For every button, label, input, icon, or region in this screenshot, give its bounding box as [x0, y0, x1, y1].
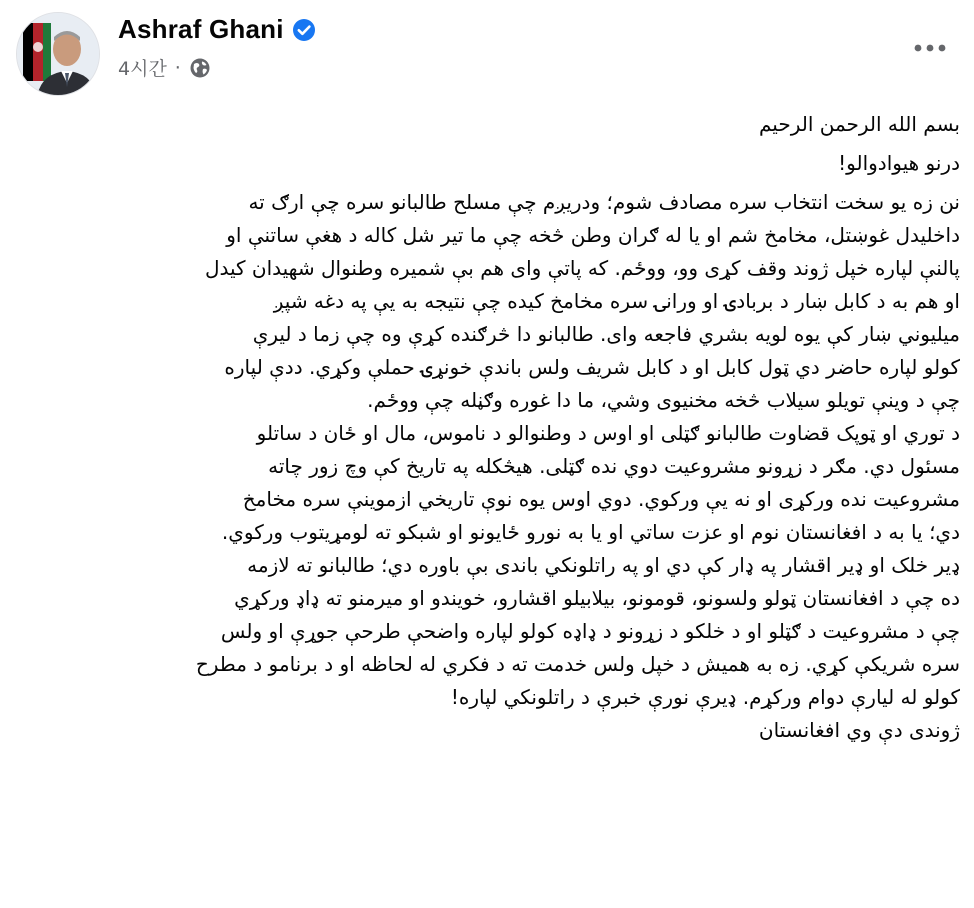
avatar[interactable]	[16, 12, 100, 96]
post-line: مشروعیت نده ورکړی او نه یې ورکوي. دوي اوس یوه نوې تاریخي ازموینې سره مخامخ	[242, 487, 960, 511]
more-options-icon	[913, 43, 947, 53]
post-line: ژوندی دې وي افغانستان	[758, 718, 960, 742]
globe-icon[interactable]	[189, 57, 211, 79]
post-text	[0, 108, 974, 747]
post-line: دي؛ یا به د افغانستان نوم او عزت ساتي او یا به نورو ځایونو او شبکو ته لومړیتوب ورکوي.	[221, 520, 960, 544]
post-line: ده چې د افغانستان ټولو ولسونو، قومونو، بیلابیلو اقشارو، خویندو او میرمنو ته ډاډ ورکړي	[234, 586, 960, 610]
post-line: د توري او ټوپک قضاوت طالبانو ګټلی او اوس د وطنوالو د ناموس، مال او ځان د ساتلو	[256, 421, 960, 445]
more-options-button[interactable]	[910, 28, 950, 68]
author-name[interactable]: Ashraf Ghani	[118, 14, 284, 44]
post-line: میلیوني ښار کې یوه لویه بشري فاجعه وای. طالبانو دا څرګنده کړې وه چې زما د لیرې	[252, 322, 960, 346]
post-header	[0, 0, 974, 100]
post-timestamp[interactable]: 4시간	[118, 58, 167, 80]
verified-badge-icon	[292, 18, 316, 42]
post-line: نن زه یو سخت انتخاب سره مصادف شوم؛ ودریږم چې مسلح طالبانو سره چې ارګ ته	[248, 190, 960, 214]
post-line: سره شریکې کړي. زه به همیش د خپل ولس خدمت ته د فکري له لحاظه او د برنامو د مطرح	[195, 652, 960, 676]
post-line: کولو لپاره حاضر دي ټول کابل او د کابل شریف ولس باندې خونړۍ حملې وکړي. ددې لپاره	[224, 355, 960, 379]
post-line: ډیر خلک او ډیر اقشار په ډار کې دي او په راتلونکي باندی بې باوره دي؛ طالبانو ته لازمه	[247, 553, 960, 577]
post-line: کولو له لیارې دوام ورکړم. ډیرې نورې خبرې د راتلونکي لپاره!	[450, 685, 960, 709]
post-meta	[118, 54, 211, 81]
post-line: مسئول دي. مګر د زړونو مشروعیت دوي نده ګټلی. هیڅکله په تاریخ کې وچ زور چاته	[268, 454, 960, 478]
author-row	[118, 14, 316, 45]
meta-separator: ·	[174, 56, 181, 79]
post-line: بسم الله الرحمن الرحيم	[758, 112, 960, 136]
post-line: او هم به د کابل ښار د بربادۍ او ورانۍ سره مخامخ کیده چې نتیجه به یې په دغه شپږ	[273, 289, 960, 313]
post-line: درنو هیوادوالو!	[838, 151, 960, 175]
post-line: چې د مشروعیت د ګټلو او د خلکو د زړونو د ډاډه کولو لپاره واضحې طرحې جوړې او ولس	[220, 619, 960, 643]
post-line: داخلیدل غوښتل، مخامخ شم او یا له ګران وطن څخه چې ما تیر شل کاله د هغې ساتنې او	[226, 223, 960, 247]
post-line: چې د وینې تویلو سیلاب څخه مخنیوی وشي، ما دا غوره وګڼله چې ووځم.	[367, 388, 960, 412]
post-line: پالنې لپاره خپل ژوند وقف کړی وو، ووځم. که پاتې وای هم بې شمیره وطنوال شهیدان کیدل	[204, 256, 960, 280]
